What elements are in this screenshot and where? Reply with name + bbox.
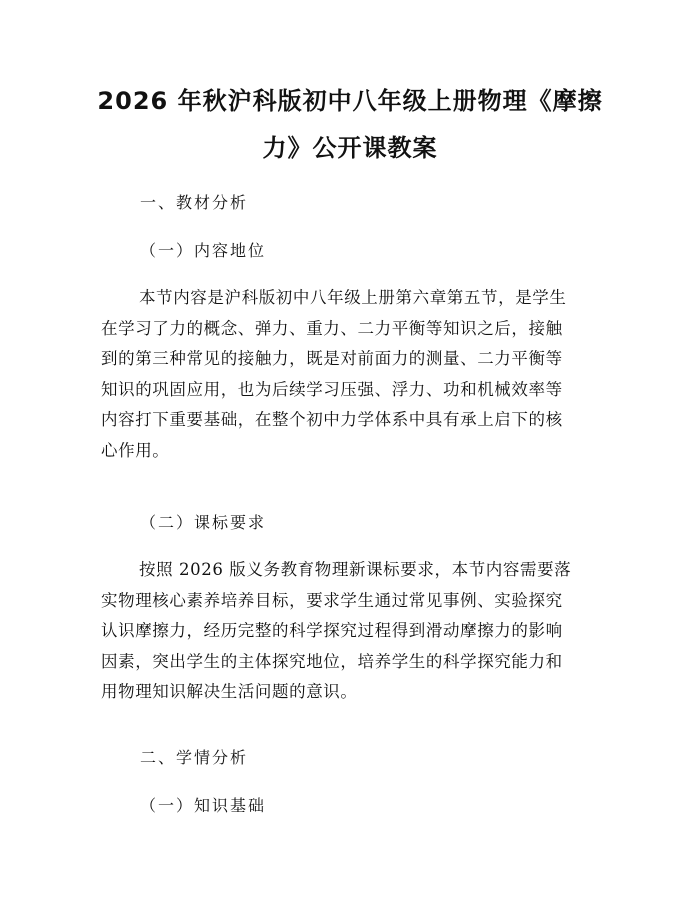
paragraph-curriculum-requirements [101,555,601,708]
document-title-line-1: 2026 年秋沪科版初中八年级上册物理《摩擦 [97,87,603,115]
paragraph-line: 本节内容是沪科版初中八年级上册第六章第五节，是学生 [139,288,567,307]
paragraph-content-position [101,283,601,467]
paragraph-line: 因素，突出学生的主体探究地位，培养学生的科学探究能力和 [101,651,563,671]
document-title-line-2: 力》公开课教案 [262,134,438,162]
paragraph-line: 知识的巩固应用，也为后续学习压强、浮力、功和机械效率等 [101,379,563,399]
section-heading-textbook-analysis: 一、教材分析 [140,193,249,212]
paragraph-line: 到的第三种常见的接触力，既是对前面力的测量、二力平衡等 [101,349,563,369]
section-heading-learner-analysis: 二、学情分析 [140,748,249,767]
paragraph-line: 认识摩擦力，经历完整的科学探究过程得到滑动摩擦力的影响 [101,621,563,641]
paragraph-line: 用物理知识解决生活问题的意识。 [101,682,358,702]
subsection-heading-curriculum-requirements: （二）课标要求 [140,513,267,532]
subsection-heading-content-position: （一）内容地位 [140,241,267,260]
paragraph-line: 在学习了力的概念、弹力、重力、二力平衡等知识之后，接触 [101,318,563,338]
paragraph-line: 心作用。 [101,440,170,460]
paragraph-line: 按照 2026 版义务教育物理新课标要求，本节内容需要落 [139,560,572,579]
paragraph-line: 实物理核心素养培养目标，要求学生通过常见事例、实验探究 [101,590,563,610]
subsection-heading-knowledge-foundation: （一）知识基础 [140,796,267,815]
paragraph-line: 内容打下重要基础，在整个初中力学体系中具有承上启下的核 [101,410,563,430]
